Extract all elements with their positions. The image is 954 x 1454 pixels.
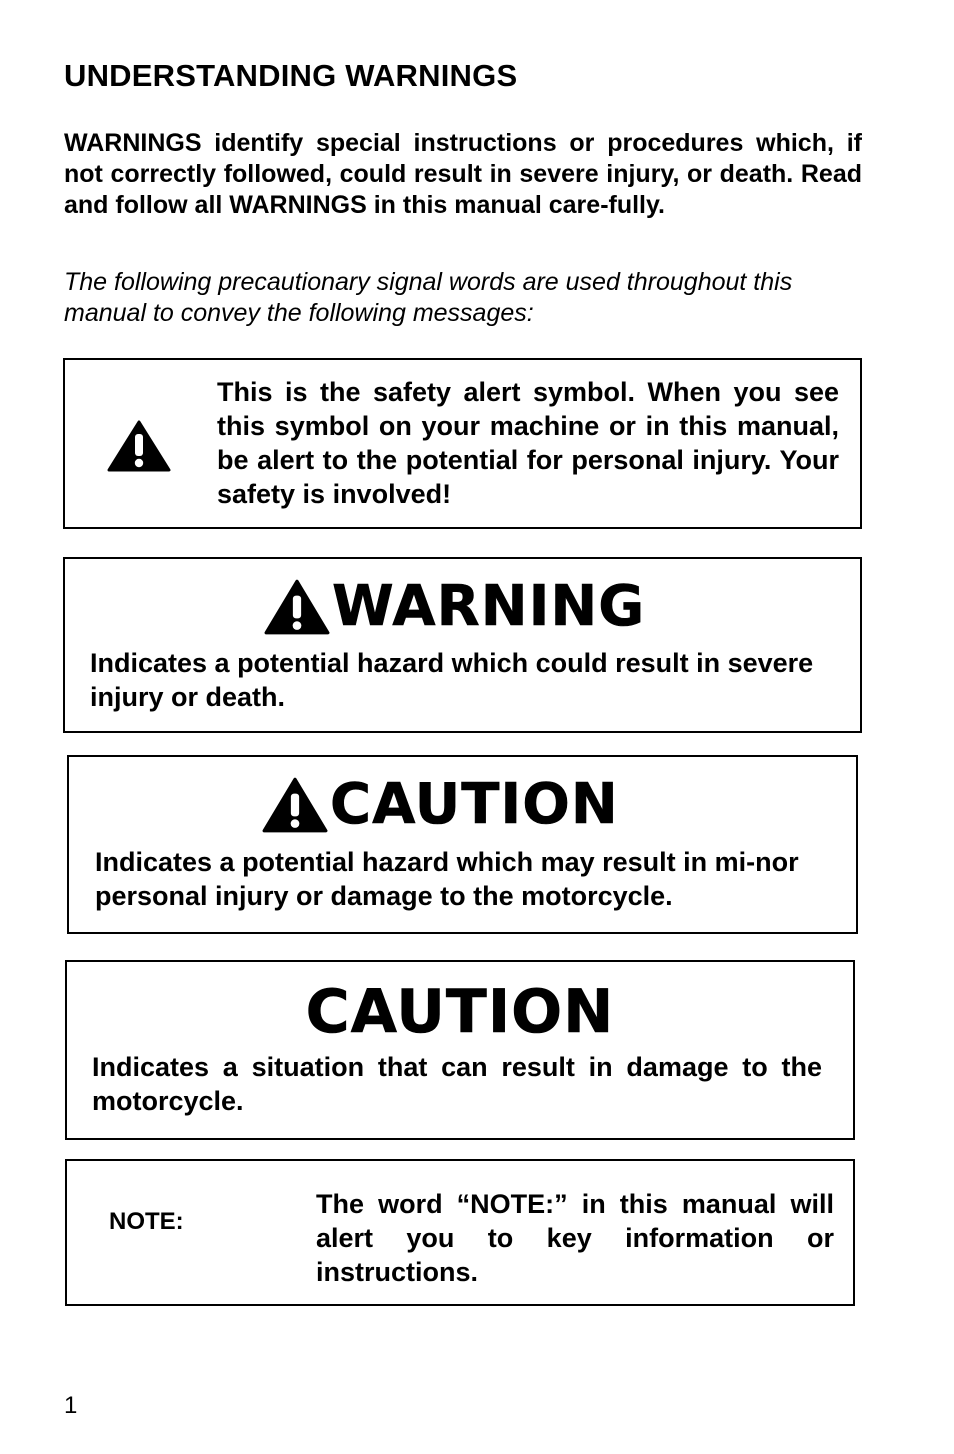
warnings-intro-paragraph: WARNINGS identify special instructions or procedures which, if not correctly followed, could result in severe injury, or death. Read and follow all WARNINGS in this manual care-fully.: [64, 129, 862, 219]
safety-alert-triangle-icon: [262, 777, 328, 833]
signal-words-intro-paragraph: The following precautionary signal words are used throughout this manual to convey the following messages:: [64, 268, 793, 327]
safety-alert-triangle-icon: [264, 579, 330, 635]
note-label: NOTE:: [109, 1208, 184, 1235]
caution-symbol-signal-word: CAUTION: [330, 772, 619, 837]
warning-signal-row: [264, 574, 646, 639]
warning-box: [63, 557, 862, 733]
warning-signal-word: WARNING: [332, 574, 646, 639]
caution-box: [65, 960, 855, 1140]
caution-signal-row: [262, 772, 619, 837]
caution-with-symbol-box: [67, 755, 858, 934]
safety-alert-box: [63, 358, 862, 529]
warning-description: Indicates a potential hazard which could result in severe injury or death.: [90, 648, 814, 712]
page-number: 1: [64, 1392, 78, 1419]
safety-alert-triangle-icon: [107, 420, 171, 472]
note-box: [65, 1159, 855, 1306]
caution-symbol-description: Indicates a potential hazard which may result in mi-nor personal injury or damage to the motorcycle.: [95, 847, 799, 911]
safety-alert-text: This is the safety alert symbol. When you see this symbol on your machine or in this manual, be alert to the potential for personal injury. Your safety is involved!: [217, 377, 839, 509]
note-text: The word “NOTE:” in this manual will alert you to key information or instructions.: [316, 1189, 834, 1287]
page-heading: UNDERSTANDING WARNINGS: [64, 58, 518, 93]
caution-signal-word: CAUTION: [305, 977, 615, 1047]
caution-description: Indicates a situation that can result in damage to the motorcycle.: [92, 1052, 822, 1116]
